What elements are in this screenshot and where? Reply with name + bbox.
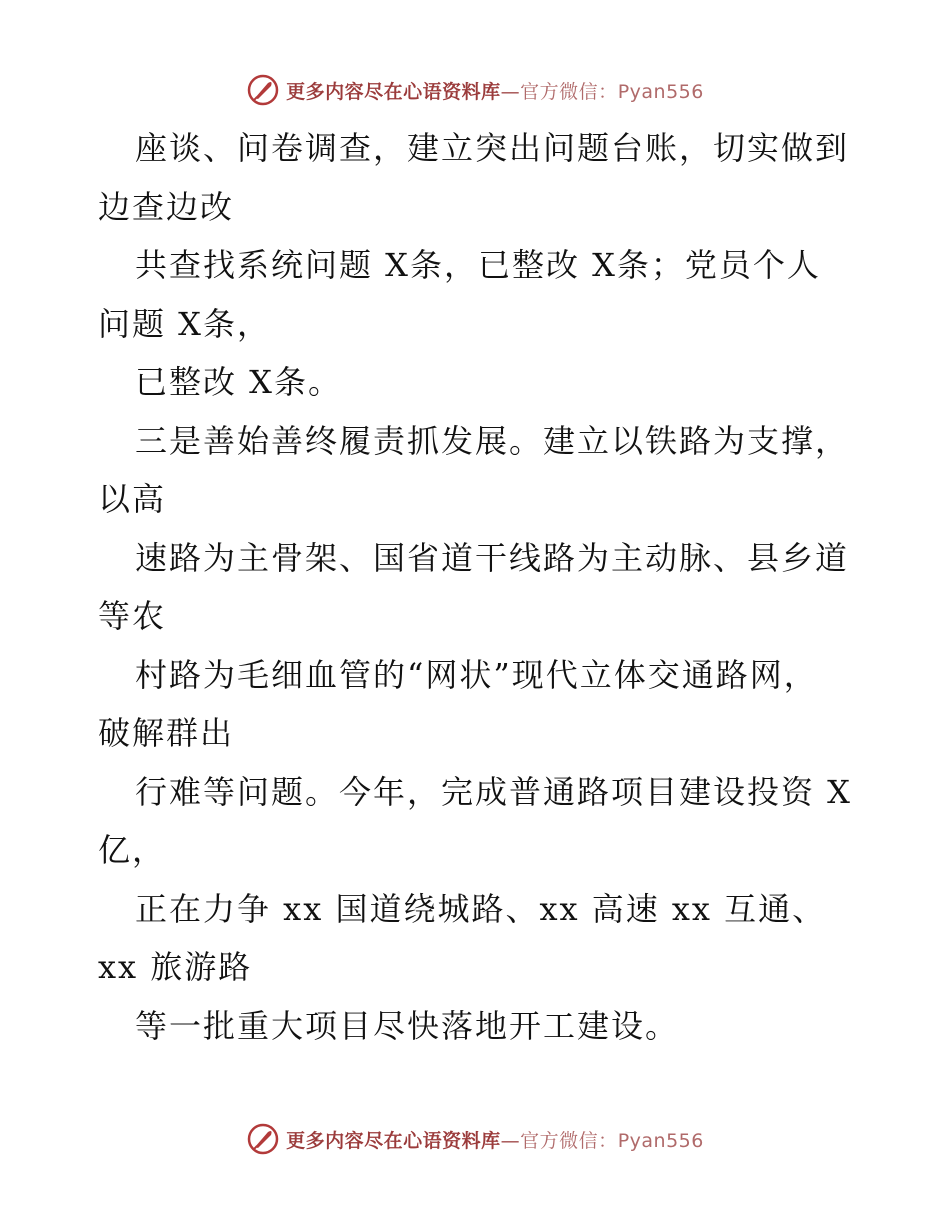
footer-banner [0, 1119, 950, 1159]
text-line: 村路为毛细血管的“网状”现代立体交通路网， [135, 655, 818, 694]
text-line: 亿， [98, 831, 167, 869]
quill-pen-circle-icon [246, 1122, 280, 1156]
text-line: 等一批重大项目尽快落地开工建设。 [135, 1006, 680, 1045]
banner-brand: 更多内容尽在心语资料库 [286, 80, 501, 103]
header-banner [0, 70, 950, 110]
text-line: 三是善始善终履责抓发展。建立以铁路为支撑， [135, 421, 850, 460]
banner-text [286, 77, 704, 104]
banner-wechat-id: Pyan556 [617, 1129, 704, 1152]
banner-wechat-label: 官方微信： [520, 80, 618, 103]
text-line: 速路为主骨架、国省道干线路为主动脉、县乡道 [135, 538, 850, 577]
text-line: 等农 [98, 597, 167, 635]
document-body [98, 119, 858, 1055]
banner-wechat-id: Pyan556 [617, 80, 704, 103]
quill-pen-circle-icon [246, 73, 280, 107]
text-line: 共查找系统问题 X条，已整改 X条；党员个人 [135, 246, 821, 284]
text-line: 座谈、问卷调查，建立突出问题台账，切实做到 [135, 129, 850, 167]
banner-separator: — [500, 1129, 521, 1152]
text-line: 正在力争 xx 国道绕城路、xx 高速 xx 互通、 [135, 889, 827, 928]
banner-wechat-label: 官方微信： [520, 1129, 618, 1152]
text-line: xx 旅游路 [98, 948, 253, 986]
text-line: 问题 X条， [98, 304, 271, 343]
text-line: 已整改 X条。 [135, 363, 342, 401]
text-line: 以高 [98, 480, 167, 518]
banner-brand: 更多内容尽在心语资料库 [286, 1129, 501, 1152]
text-line: 破解群出 [98, 714, 235, 752]
banner-text [286, 1126, 704, 1153]
text-line: 行难等问题。今年，完成普通路项目建设投资 X [135, 772, 852, 811]
text-line: 边查边改 [98, 187, 235, 226]
banner-separator: — [500, 80, 521, 103]
